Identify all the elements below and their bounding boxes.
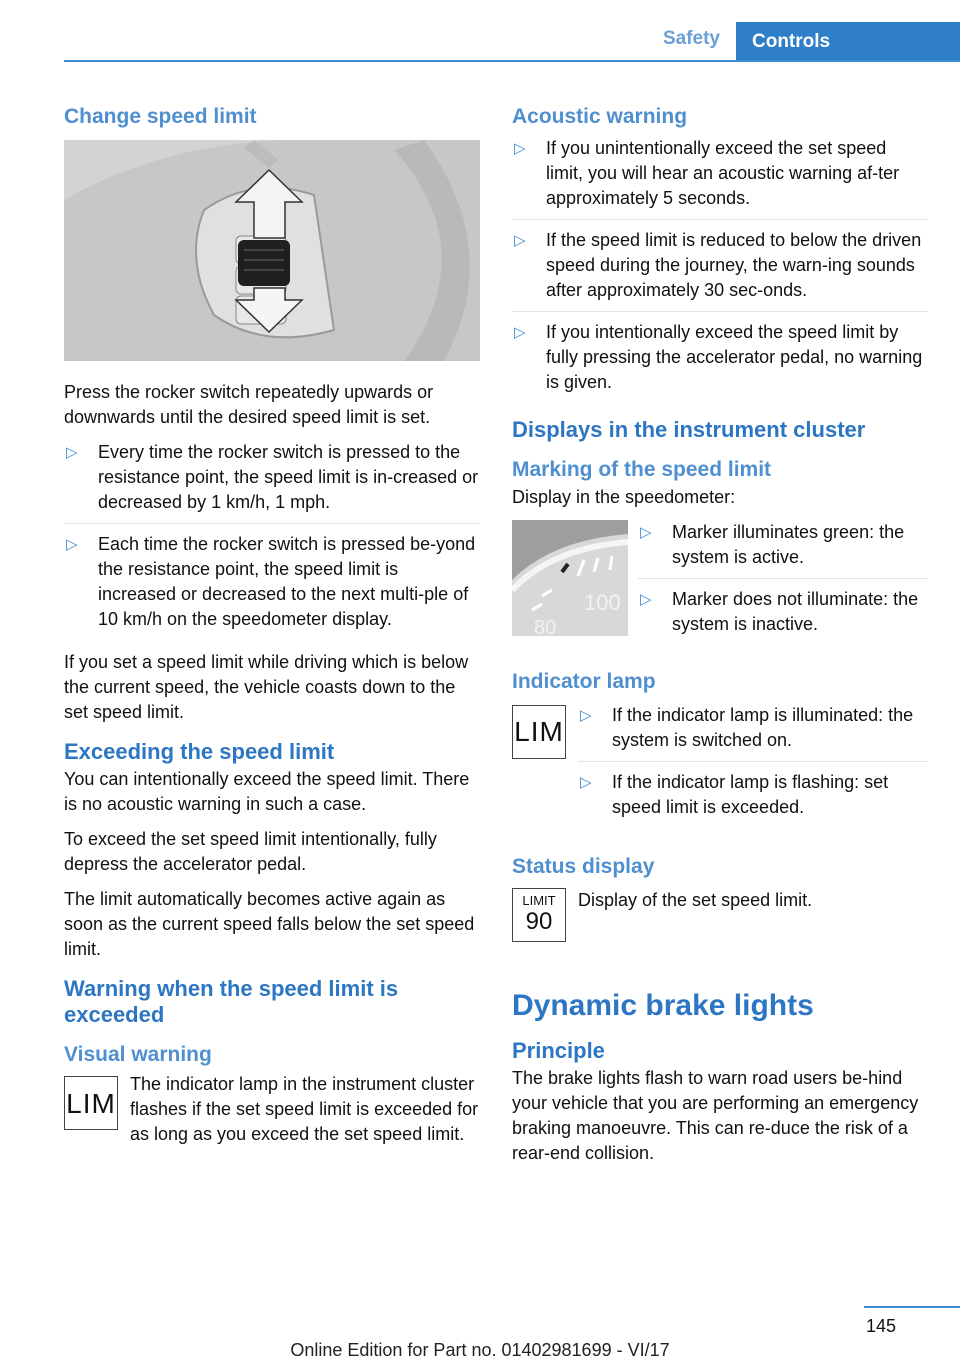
marking-heading: Marking of the speed limit <box>512 458 772 481</box>
rocker-switch-photo <box>64 140 480 361</box>
lamp-bullets <box>578 703 928 828</box>
principle-heading: Principle <box>512 1038 605 1063</box>
status-display-text: Display of the set speed limit. <box>578 890 813 910</box>
status-display-row <box>512 888 928 942</box>
tab-safety[interactable]: Safety <box>662 28 720 49</box>
list-item <box>512 320 928 403</box>
visual-warning-heading: Visual warning <box>64 1043 212 1066</box>
bullet-triangle-icon: ▷ <box>580 707 592 724</box>
list-item <box>512 136 928 220</box>
acoustic-bullets <box>512 136 928 403</box>
bullet-text: If the indicator lamp is illuminated: the system is switched on. <box>612 705 914 750</box>
speedometer-image <box>512 520 628 636</box>
exceed-text-1: You can intentionally exceed the speed limit. There is no acoustic warning in such a case. <box>64 769 470 814</box>
acoustic-warning-heading: Acoustic warning <box>512 105 688 128</box>
limit-90-icon <box>512 888 566 942</box>
indicator-lamp-row <box>512 703 928 828</box>
exceeding-heading: Exceeding the speed limit <box>64 739 335 764</box>
coasts-text: If you set a speed limit while driving which is below the current speed, the vehicle coasts down to the set speed limit. <box>64 652 469 722</box>
bullet-triangle-icon: ▷ <box>514 140 526 157</box>
left-column <box>64 104 480 1147</box>
speedometer-row <box>512 520 928 645</box>
bullet-text: Every time the rocker switch is pressed to the resistance point, the speed limit is in-creased or decreased by 1 km/h, 1 mph. <box>98 442 479 512</box>
limit-label: LIMIT <box>522 893 556 908</box>
displays-heading: Displays in the instrument cluster <box>512 417 866 442</box>
bullet-triangle-icon: ▷ <box>66 536 78 553</box>
change-speed-limit-heading: Change speed limit <box>64 105 257 128</box>
bullet-triangle-icon: ▷ <box>640 591 652 608</box>
marker-bullets <box>638 520 928 645</box>
bullet-triangle-icon: ▷ <box>514 324 526 341</box>
list-item <box>638 587 928 645</box>
bullet-triangle-icon: ▷ <box>640 524 652 541</box>
page-header <box>64 0 960 62</box>
bullet-text: Each time the rocker switch is pressed be-yond the resistance point, the speed limit is increased or decreased to the next multi-ple of 10 km/h on the speedometer display. <box>98 534 476 629</box>
speedo-100-label: 100 <box>584 590 621 615</box>
list-item <box>638 520 928 579</box>
exceed-text-2: To exceed the set speed limit intentionally, fully depress the accelerator pedal. <box>64 829 437 874</box>
lim-indicator-icon: LIM <box>512 705 566 759</box>
bullet-text: If the indicator lamp is flashing: set speed limit is exceeded. <box>612 772 889 817</box>
display-in-text: Display in the speedometer: <box>512 487 736 507</box>
list-item <box>578 703 928 762</box>
visual-warning-text: The indicator lamp in the instrument cluster flashes if the set speed limit is exceeded for as long as you exceed the set speed limit. <box>130 1074 479 1144</box>
bullet-triangle-icon: ▷ <box>66 444 78 461</box>
speedo-80-label: 80 <box>534 617 557 636</box>
list-item <box>578 770 928 828</box>
rocker-bullets <box>64 440 480 640</box>
bullet-text: If you unintentionally exceed the set speed limit, you will hear an acoustic warning af-ter approximately 5 seconds. <box>546 138 900 208</box>
limit-value: 90 <box>525 908 553 935</box>
bullet-text: Marker does not illuminate: the system is inactive. <box>672 589 919 634</box>
bullet-triangle-icon: ▷ <box>514 232 526 249</box>
principle-text: The brake lights flash to warn road users be-hind your vehicle that you are performing an emergency braking manoeuvre. This can re-duce the risk of a rear-end collision. <box>512 1068 919 1163</box>
bullet-triangle-icon: ▷ <box>580 774 592 791</box>
header-rule <box>64 60 960 62</box>
footer-rule <box>864 1306 960 1308</box>
dynamic-brake-lights-heading: Dynamic brake lights <box>512 989 814 1022</box>
status-display-heading: Status display <box>512 855 655 878</box>
press-text: Press the rocker switch repeatedly upwards or downwards until the desired speed limit is set. <box>64 382 434 427</box>
page-number: 145 <box>865 1316 896 1336</box>
visual-warning-block <box>64 1072 480 1147</box>
bullet-text: If the speed limit is reduced to below the driven speed during the journey, the warn-ing sounds after approximately 30 sec-onds. <box>546 230 922 300</box>
lim-indicator-icon: LIM <box>64 1076 118 1130</box>
warning-heading: Warning when the speed limit is exceeded <box>64 976 399 1027</box>
right-column <box>512 104 928 1176</box>
list-item <box>512 228 928 312</box>
edition-note: Online Edition for Part no. 01402981699 - VI/17 <box>290 1340 670 1360</box>
list-item <box>64 440 480 524</box>
bullet-text: Marker illuminates green: the system is active. <box>672 522 905 567</box>
tab-controls[interactable]: Controls <box>736 22 960 62</box>
exceed-text-3: The limit automatically becomes active again as soon as the current speed falls below the set speed limit. <box>64 889 475 959</box>
list-item <box>64 532 480 640</box>
bullet-text: If you intentionally exceed the speed limit by fully pressing the accelerator pedal, no warning is given. <box>546 322 923 392</box>
indicator-lamp-heading: Indicator lamp <box>512 670 656 693</box>
